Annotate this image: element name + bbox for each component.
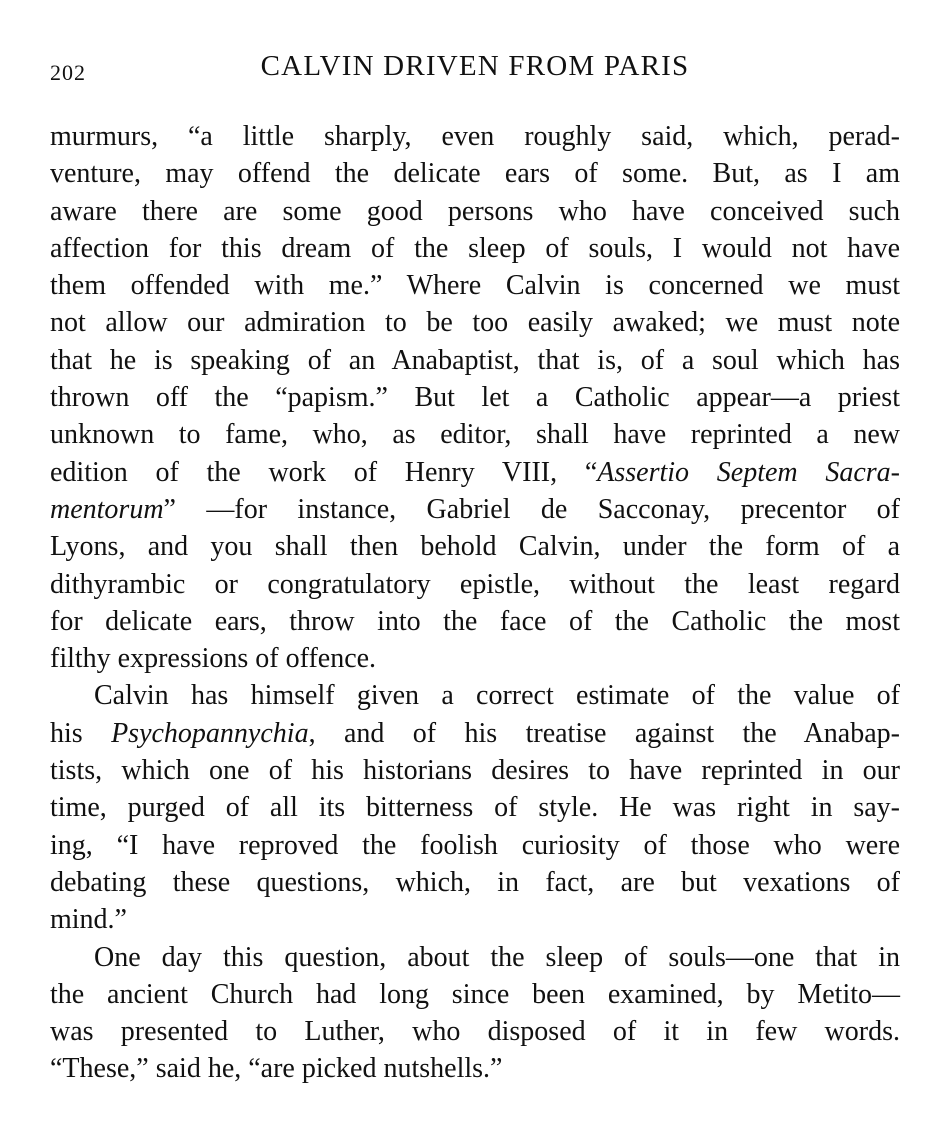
paragraph-1	[50, 118, 900, 677]
text-run: ” —for instance, Gabriel de Sacconay, precentor of	[163, 493, 900, 525]
text-line: debating these questions, which, in fact, are but vexations of	[50, 866, 900, 898]
text-line: for delicate ears, throw into the face of the Catholic the most	[50, 605, 900, 637]
text-line: the ancient Church had long since been examined, by Metito—	[50, 978, 900, 1010]
text-line: mind.”	[50, 904, 127, 936]
text-line: One day this question, about the sleep of souls—one that in	[94, 941, 900, 973]
text-line: thrown off the “papism.” But let a Catholic appear—a priest	[50, 382, 900, 414]
text-line: time, purged of all its bitterness of style. He was right in say-	[50, 792, 900, 824]
text-line: them offended with me.” Where Calvin is concerned we must	[50, 270, 900, 302]
text-line: venture, may offend the delicate ears of some. But, as I am	[50, 158, 900, 190]
book-title-italic: Assertio Septem Sacra-	[597, 456, 900, 488]
page-number: 202	[50, 60, 86, 85]
text-line: aware there are some good persons who have conceived such	[50, 195, 900, 227]
text-line: that he is speaking of an Anabaptist, that is, of a soul which has	[50, 344, 900, 376]
text-line: filthy expressions of offence.	[50, 643, 377, 675]
running-head: CALVIN DRIVEN FROM PARIS	[260, 50, 690, 82]
text-line: “These,” said he, “are picked nutshells.”	[50, 1053, 503, 1085]
text-run: his	[50, 717, 112, 749]
text-line: murmurs, “a little sharply, even roughly said, which, perad-	[50, 121, 900, 152]
text-line: unknown to fame, who, as editor, shall have reprinted a new	[50, 419, 900, 451]
text-line: not allow our admiration to be too easily awaked; we must note	[50, 307, 900, 339]
page-header	[50, 50, 900, 90]
text-run: , and of his treatise against the Anabap-	[308, 717, 900, 749]
text-line	[50, 454, 900, 491]
paragraph-2	[50, 677, 900, 938]
text-line: dithyrambic or congratulatory epistle, without the least regard	[50, 568, 900, 600]
paragraph-3	[50, 939, 900, 1088]
text-line: Lyons, and you shall then behold Calvin, under the form of a	[50, 531, 900, 563]
text-line: was presented to Luther, who disposed of it in few words.	[50, 1016, 900, 1048]
text-line: tists, which one of his historians desires to have reprinted in our	[50, 755, 900, 787]
book-title-italic: mentorum	[50, 493, 164, 525]
text-line: affection for this dream of the sleep of souls, I would not have	[50, 232, 900, 264]
text-line: Calvin has himself given a correct estimate of the value of	[94, 680, 900, 712]
text-line	[50, 491, 900, 528]
text-run: edition of the work of Henry VIII, “	[50, 456, 598, 488]
text-line: ing, “I have reproved the foolish curiosity of those who were	[50, 829, 900, 861]
body-text	[50, 118, 900, 1088]
work-title-italic: Psychopannychia	[111, 717, 309, 749]
text-line	[50, 715, 900, 752]
